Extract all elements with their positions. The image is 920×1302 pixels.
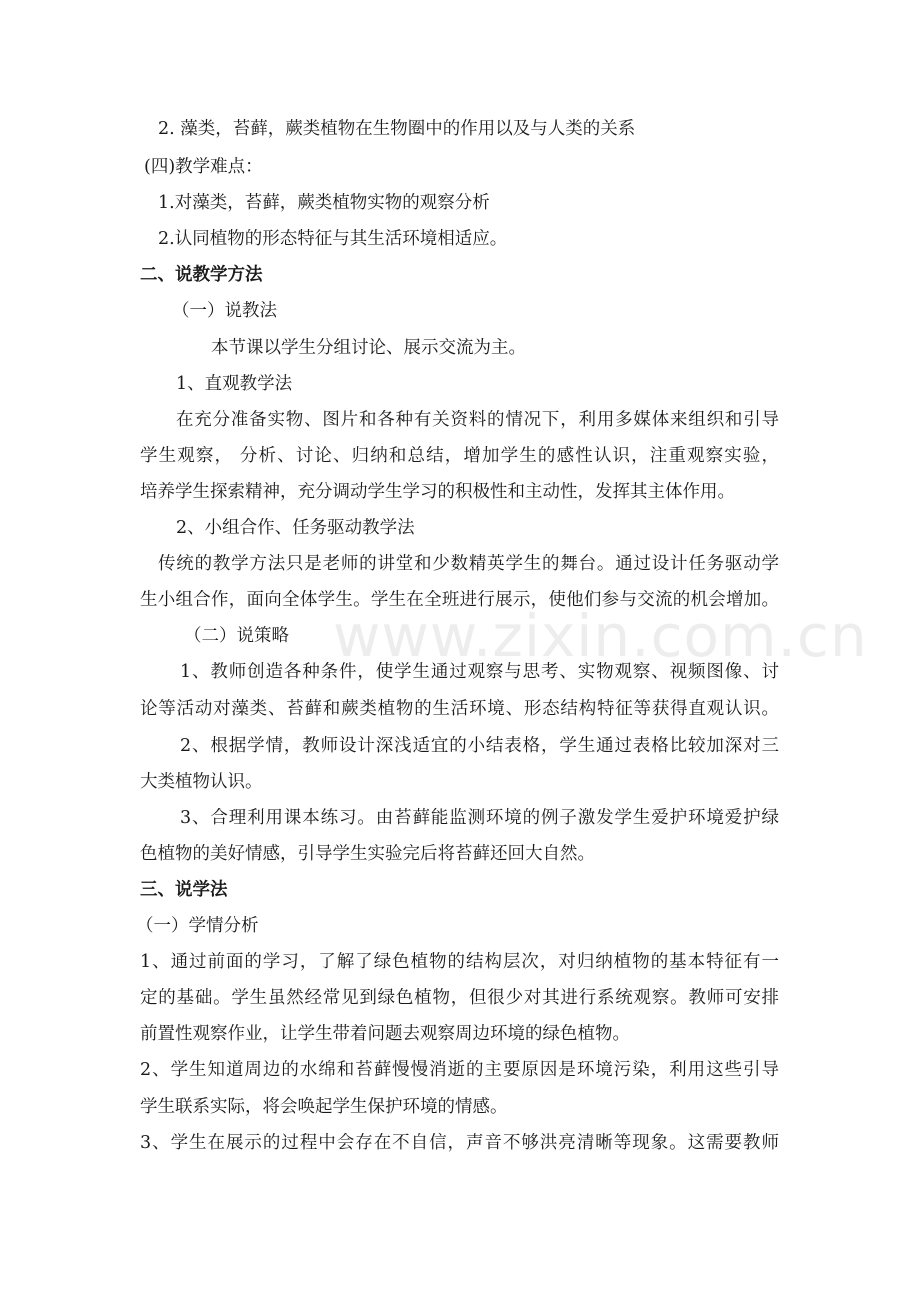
line-method-1-text: 学生观察， 分析、讨论、归纳和总结，增加学生的感性认识，注重观察实验， [140, 446, 779, 466]
subheading-student-analysis: （一）学情分析 [136, 916, 259, 936]
line-key-point-2: 2. 藻类，苔藓，蕨类植物在生物圈中的作用以及与人类的关系 [158, 119, 636, 139]
line-method-1-text: 培养学生探索精神，充分调动学生学习的积极性和主动性，发挥其主体作用。 [140, 482, 735, 502]
line-difficulty-2: 2.认同植物的形态特征与其生活环境相适应。 [158, 229, 508, 249]
line-method-2-title: 2、小组合作、任务驱动教学法 [176, 518, 415, 538]
line-analysis-1: 1、通过前面的学习，了解了绿色植物的结构层次，对归纳植物的基本特征有一 [140, 952, 779, 972]
line-method-1-title: 1、直观教学法 [176, 374, 293, 394]
line-strategy-2: 2、根据学情，教师设计深浅适宜的小结表格，学生通过表格比较加深对三 [180, 736, 779, 756]
line-difficulty-heading: (四)教学难点： [144, 157, 263, 177]
line-method-2-text: 生小组合作，面向全体学生。学生在全班进行展示，使他们参与交流的机会增加。 [140, 590, 779, 610]
line-method-1-text: 在充分准备实物、图片和各种有关资料的情况下，利用多媒体来组织和引导 [176, 410, 779, 430]
subheading-strategy: （二）说策略 [184, 626, 289, 646]
section-heading-methods: 二、说教学方法 [140, 265, 263, 285]
line-strategy-1: 1、教师创造各种条件，使学生通过观察与思考、实物观察、视频图像、讨 [180, 662, 779, 682]
line-strategy-3: 3、合理利用课本练习。由苔藓能监测环境的例子激发学生爱护环境爱护绿 [180, 808, 779, 828]
line-strategy-2: 大类植物认识。 [140, 772, 263, 792]
section-heading-learning: 三、说学法 [140, 880, 228, 900]
line-method-2-text: 传统的教学方法只是老师的讲堂和少数精英学生的舞台。通过设计任务驱动学 [158, 554, 779, 574]
subheading-teaching-method: （一）说教法 [172, 301, 277, 321]
line-analysis-1: 定的基础。学生虽然经常见到绿色植物，但很少对其进行系统观察。教师可安排 [140, 988, 779, 1008]
line-analysis-2: 学生联系实际，将会唤起学生保护环境的情感。 [140, 1097, 508, 1117]
line-strategy-1: 论等活动对藻类、苔藓和蕨类植物的生活环境、形态结构特征等获得直观认识。 [140, 699, 779, 719]
line-analysis-1: 前置性观察作业，让学生带着问题去观察周边环境的绿色植物。 [140, 1024, 630, 1044]
line-strategy-3: 色植物的美好情感，引导学生实验完后将苔藓还回大自然。 [140, 844, 595, 864]
line-difficulty-1: 1.对藻类，苔藓，蕨类植物实物的观察分析 [158, 193, 490, 213]
line-method-intro: 本节课以学生分组讨论、展示交流为主。 [211, 338, 526, 358]
line-analysis-3: 3、学生在展示的过程中会存在不自信，声音不够洪亮清晰等现象。这需要教师 [140, 1133, 779, 1153]
watermark: www.zixin.com.cn [333, 602, 868, 670]
line-analysis-2: 2、学生知道周边的水绵和苔藓慢慢消逝的主要原因是环境污染，利用这些引导 [140, 1060, 779, 1080]
